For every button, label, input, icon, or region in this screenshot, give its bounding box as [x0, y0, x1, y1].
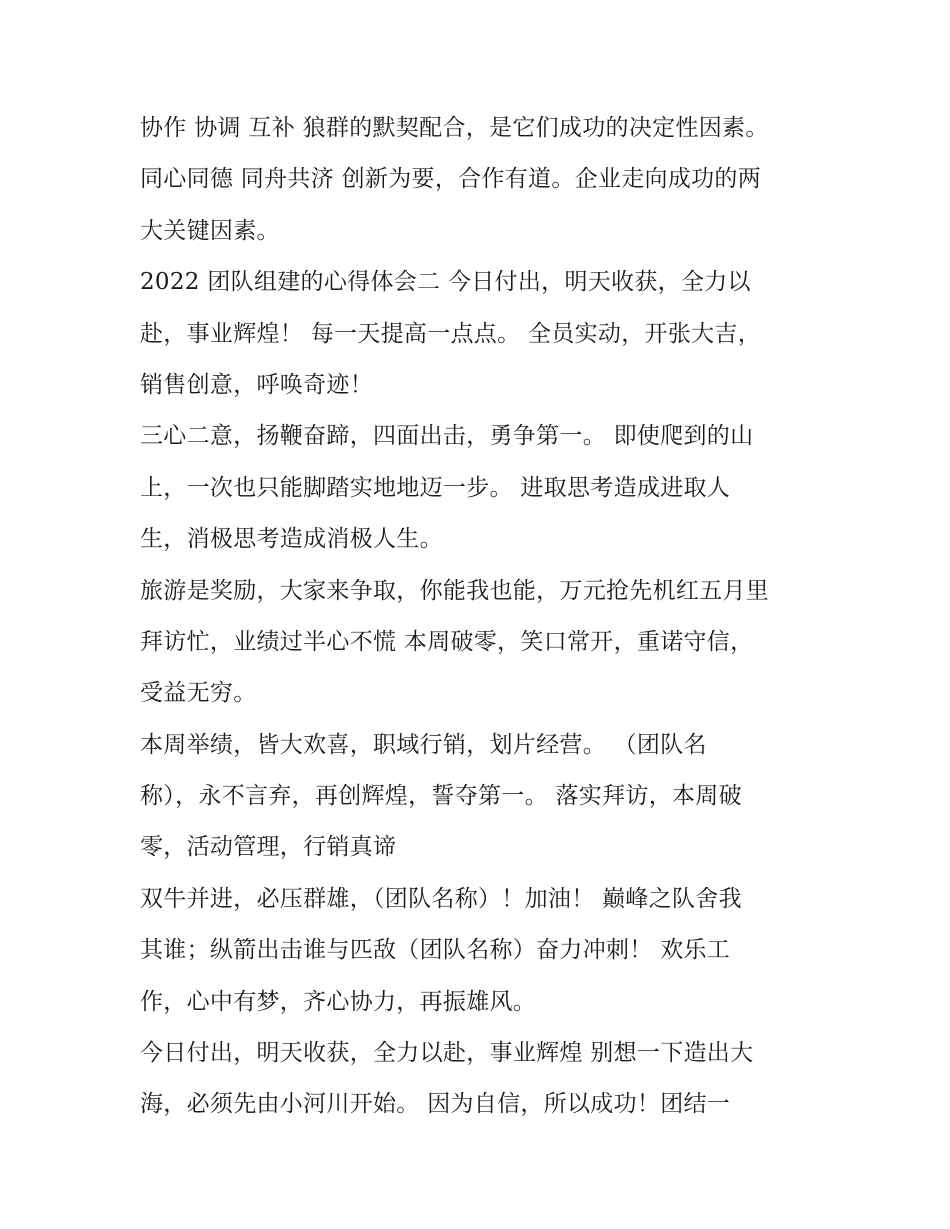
document-body — [140, 103, 830, 1131]
text-line: 其谁；纵箭出击谁与匹敌（团队名称）奋力冲刺！ 欢乐工 — [140, 937, 731, 964]
text-line: 生，消极思考造成消极人生。 — [140, 526, 443, 553]
text-line: 2022 团队组建的心得体会二 今日付出，明天收获，全力以 — [140, 269, 751, 296]
text-line: 同心同德 同舟共济 创新为要，合作有道。企业走向成功的两 — [140, 166, 762, 193]
text-line: 零，活动管理，行销真谛 — [140, 834, 397, 861]
text-line: 海，必须先由小河川开始。 因为自信，所以成功！团结一 — [140, 1091, 731, 1118]
text-line: 三心二意，扬鞭奋蹄，四面出击，勇争第一。 即使爬到的山 — [140, 423, 754, 450]
text-line: 作，心中有梦，齐心协力，再振雄风。 — [140, 988, 537, 1015]
text-line: 大关键因素。 — [140, 217, 280, 244]
text-line: 赴，事业辉煌！ 每一天提高一点点。 全员实动，开张大吉， — [140, 320, 762, 347]
text-line: 拜访忙，业绩过半心不慌 本周破零，笑口常开，重诺守信， — [140, 628, 754, 655]
text-line: 受益无穷。 — [140, 680, 257, 707]
text-line: 称），永不言弃，再创辉煌，誓夺第一。 落实拜访，本周破 — [140, 783, 742, 810]
text-line: 旅游是奖励，大家来争取，你能我也能，万元抢先机红五月里 — [140, 577, 770, 604]
text-line: 今日付出，明天收获，全力以赴，事业辉煌 别想一下造出大 — [140, 1040, 754, 1067]
text-line: 协作 协调 互补 狼群的默契配合，是它们成功的决定性因素。 — [140, 115, 769, 141]
text-line: 销售创意，呼唤奇迹！ — [140, 371, 373, 398]
text-line: 本周举绩，皆大欢喜，职域行销，划片经营。 （团队名 — [140, 731, 707, 758]
text-line: 上，一次也只能脚踏实地地迈一步。 进取思考造成进取人 — [140, 474, 731, 501]
text-line: 双牛并进，必压群雄，（团队名称）！加油！ 巅峰之队舍我 — [140, 885, 742, 912]
